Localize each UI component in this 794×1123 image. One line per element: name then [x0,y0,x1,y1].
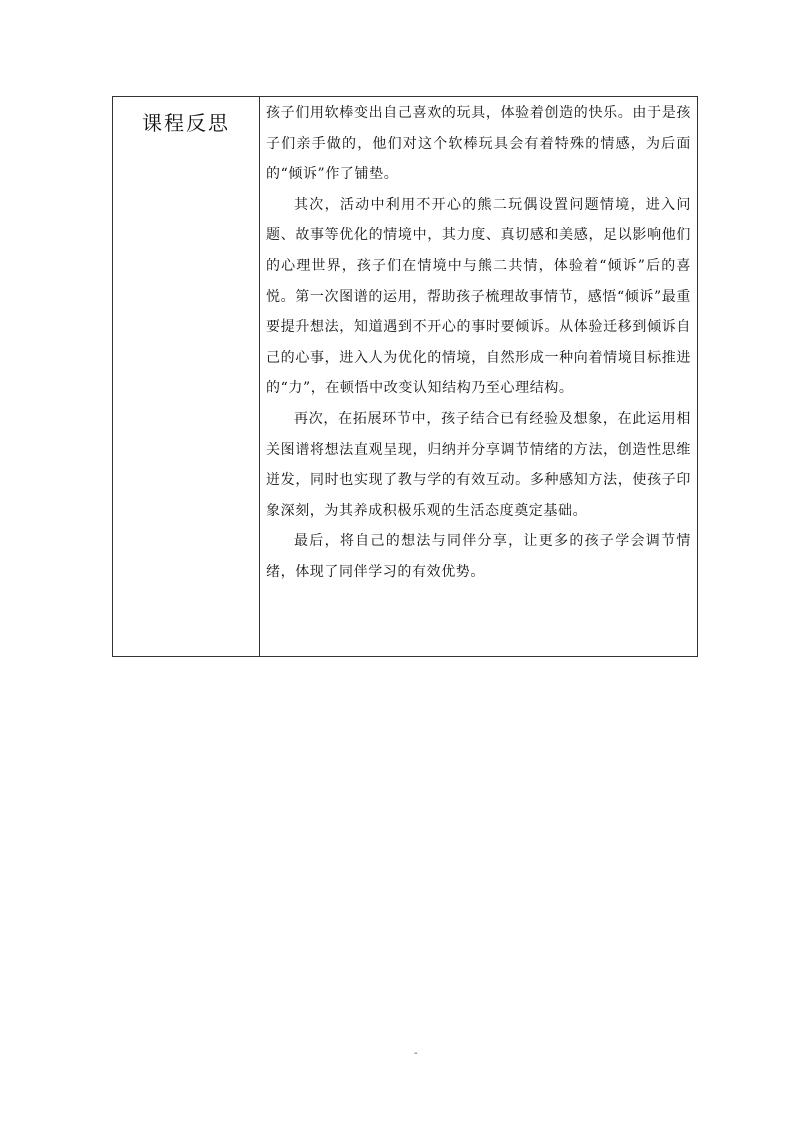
label-cell [113,97,260,656]
reflection-table [112,96,698,657]
course-reflection-label: 课程反思 [142,111,230,135]
content-cell [260,97,697,656]
reflection-paragraph-2: 其次，活动中利用不开心的熊二玩偶设置问题情境，进入问题、故事等优化的情境中，其力度、真切感和美感，足以影响他们的心理世界，孩子们在情境中与熊二共情，体验着“倾诉”后的喜悦。第一次图谱的运用，帮助孩子梳理故事情节，感悟“倾诉”最重要提升想法，知道遇到不开心的事时要倾诉。从体验迁移到倾诉自己的心事，进入人为优化的情境，自然形成一种向着情境目标推进的“力”，在顿悟中改变认知结构乃至心理结构。 [266,196,691,397]
reflection-paragraph-4: 最后，将自己的想法与同伴分享，让更多的孩子学会调节情绪，体现了同伴学习的有效优势。 [266,533,691,580]
reflection-paragraph-1: 孩子们用软棒变出自己喜欢的玩具，体验着创造的快乐。由于是孩子们亲手做的，他们对这个软棒玩具会有着特殊的情感，为后面的“倾诉”作了铺垫。 [266,105,691,183]
reflection-paragraph-3: 再次，在拓展环节中，孩子结合已有经验及想象，在此运用相关图谱将想法直观呈现，归纳并分享调节情绪的方法，创造性思维迸发，同时也实现了教与学的有效互动。多种感知方法，使孩子印象深刻，为其养成积极乐观的生活态度奠定基础。 [266,410,691,519]
page-number-mark: - [414,1048,418,1059]
